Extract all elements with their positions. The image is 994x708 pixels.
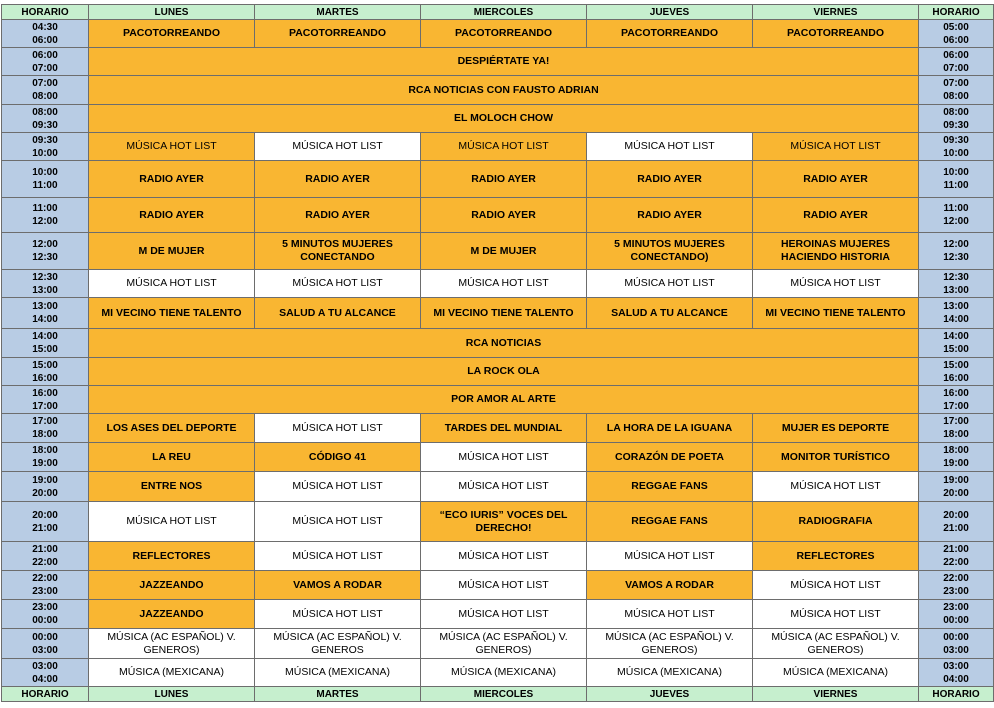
time-start: 19:00: [943, 474, 969, 486]
time-start: 03:00: [32, 660, 58, 672]
time-start: 13:00: [943, 301, 969, 312]
time-slot-right: [919, 386, 994, 414]
program-cell: MÚSICA HOT LIST: [255, 270, 421, 298]
time-start: 20:00: [943, 509, 969, 521]
program-cell: PACOTORREANDO: [587, 20, 753, 48]
program-cell: MÚSICA HOT LIST: [255, 133, 421, 161]
program-cell: 5 MINUTOS MUJERES CONECTANDO): [587, 233, 753, 270]
program-cell: VAMOS A RODAR: [587, 571, 753, 600]
time-slot-left: [2, 76, 89, 105]
schedule-row: [2, 198, 994, 233]
schedule-row: [2, 298, 994, 329]
time-slot-right: [919, 472, 994, 502]
program-cell: TARDES DEL MUNDIAL: [421, 414, 587, 443]
time-slot-left: [2, 659, 89, 687]
time-slot-right: [919, 414, 994, 443]
program-cell: LA HORA DE LA IGUANA: [587, 414, 753, 443]
time-start: 07:00: [32, 78, 58, 89]
program-cell: HEROINAS MUJERES HACIENDO HISTORIA: [753, 233, 919, 270]
program-cell: RCA NOTICIAS CON FAUSTO ADRIAN: [89, 76, 919, 105]
time-slot-right: [919, 270, 994, 298]
program-cell: MÚSICA HOT LIST: [421, 472, 587, 502]
column-header: MIERCOLES: [421, 5, 587, 20]
time-start: 14:00: [943, 331, 969, 342]
time-end: 00:00: [32, 615, 58, 626]
time-slot-left: [2, 443, 89, 472]
program-cell: MÚSICA (AC ESPAÑOL) V. GENEROS): [587, 629, 753, 659]
program-cell: RCA NOTICIAS: [89, 329, 919, 358]
program-cell: CORAZÓN DE POETA: [587, 443, 753, 472]
time-slot-left: [2, 571, 89, 600]
schedule-row: [2, 48, 994, 76]
time-end: 07:00: [32, 62, 58, 74]
schedule-row: [2, 105, 994, 133]
program-cell: RADIO AYER: [255, 161, 421, 198]
program-cell: RADIO AYER: [753, 161, 919, 198]
program-cell: RADIO AYER: [421, 161, 587, 198]
column-footer: LUNES: [89, 687, 255, 702]
schedule-table: [1, 4, 994, 702]
time-end: 10:00: [943, 147, 969, 159]
program-cell: MÚSICA (MEXICANA): [421, 659, 587, 687]
column-footer: HORARIO: [2, 687, 89, 702]
time-end: 19:00: [32, 458, 58, 469]
program-cell: MÚSICA (AC ESPAÑOL) V. GENEROS): [89, 629, 255, 659]
time-start: 18:00: [943, 445, 969, 456]
program-cell: MÚSICA (AC ESPAÑOL) V. GENEROS: [255, 629, 421, 659]
program-cell: MÚSICA HOT LIST: [89, 502, 255, 542]
time-start: 00:00: [943, 631, 969, 643]
program-cell: RADIO AYER: [255, 198, 421, 233]
time-slot-left: [2, 105, 89, 133]
time-end: 20:00: [943, 487, 969, 499]
program-cell: REFLECTORES: [753, 542, 919, 571]
schedule-row: [2, 542, 994, 571]
time-slot-right: [919, 233, 994, 270]
program-cell: MÚSICA HOT LIST: [587, 542, 753, 571]
time-end: 22:00: [32, 557, 58, 568]
time-slot-right: [919, 161, 994, 198]
program-cell: M DE MUJER: [89, 233, 255, 270]
time-slot-right: [919, 76, 994, 105]
time-start: 04:30: [32, 21, 58, 33]
program-cell: SALUD A TU ALCANCE: [587, 298, 753, 329]
time-start: 11:00: [943, 203, 969, 214]
time-end: 09:30: [943, 119, 969, 131]
program-cell: MÚSICA HOT LIST: [753, 571, 919, 600]
program-cell: RADIO AYER: [587, 198, 753, 233]
time-slot-right: [919, 329, 994, 358]
time-end: 04:00: [943, 673, 969, 685]
time-slot-left: [2, 198, 89, 233]
program-cell: M DE MUJER: [421, 233, 587, 270]
time-end: 16:00: [943, 372, 969, 384]
column-footer: VIERNES: [753, 687, 919, 702]
time-start: 11:00: [32, 203, 58, 214]
column-header: HORARIO: [919, 5, 994, 20]
time-start: 05:00: [943, 21, 969, 33]
time-end: 04:00: [32, 673, 58, 685]
time-slot-left: [2, 358, 89, 386]
time-end: 23:00: [32, 586, 58, 597]
program-cell: REFLECTORES: [89, 542, 255, 571]
schedule-row: [2, 161, 994, 198]
time-slot-right: [919, 600, 994, 629]
time-end: 17:00: [32, 400, 58, 412]
program-cell: LOS ASES DEL DEPORTE: [89, 414, 255, 443]
program-cell: MÚSICA (MEXICANA): [587, 659, 753, 687]
program-cell: MÚSICA HOT LIST: [89, 270, 255, 298]
time-end: 11:00: [943, 180, 969, 191]
program-cell: RADIO AYER: [89, 161, 255, 198]
program-cell: MÚSICA HOT LIST: [421, 542, 587, 571]
schedule-row: [2, 233, 994, 270]
program-cell: CÓDIGO 41: [255, 443, 421, 472]
time-end: 19:00: [943, 458, 969, 469]
program-cell: LA ROCK OLA: [89, 358, 919, 386]
time-start: 16:00: [943, 387, 969, 399]
time-start: 12:30: [32, 271, 58, 283]
time-slot-right: [919, 629, 994, 659]
program-cell: MÚSICA HOT LIST: [587, 600, 753, 629]
program-cell: JAZZEANDO: [89, 600, 255, 629]
time-start: 09:30: [32, 134, 58, 146]
time-slot-right: [919, 502, 994, 542]
time-start: 07:00: [943, 78, 969, 89]
time-end: 17:00: [943, 400, 969, 412]
column-footer: HORARIO: [919, 687, 994, 702]
program-cell: EL MOLOCH CHOW: [89, 105, 919, 133]
time-end: 16:00: [32, 372, 58, 384]
time-end: 12:30: [32, 252, 58, 263]
time-end: 03:00: [943, 644, 969, 656]
program-cell: MÚSICA (AC ESPAÑOL) V. GENEROS): [421, 629, 587, 659]
time-slot-left: [2, 298, 89, 329]
program-cell: MÚSICA (MEXICANA): [753, 659, 919, 687]
program-cell: MÚSICA HOT LIST: [421, 443, 587, 472]
time-end: 23:00: [943, 586, 969, 597]
time-end: 15:00: [32, 344, 58, 355]
time-start: 08:00: [943, 106, 969, 118]
schedule-row: [2, 659, 994, 687]
program-cell: LA REU: [89, 443, 255, 472]
column-header: JUEVES: [587, 5, 753, 20]
time-end: 21:00: [32, 522, 58, 534]
program-cell: MÚSICA HOT LIST: [255, 414, 421, 443]
time-slot-left: [2, 329, 89, 358]
time-start: 12:30: [943, 271, 969, 283]
time-start: 16:00: [32, 387, 58, 399]
time-slot-left: [2, 629, 89, 659]
schedule-row: [2, 600, 994, 629]
time-slot-right: [919, 48, 994, 76]
program-cell: MÚSICA HOT LIST: [255, 502, 421, 542]
program-cell: MÚSICA (AC ESPAÑOL) V. GENEROS): [753, 629, 919, 659]
schedule-row: [2, 20, 994, 48]
time-slot-right: [919, 358, 994, 386]
time-slot-left: [2, 133, 89, 161]
time-start: 22:00: [943, 573, 969, 584]
program-cell: REGGAE FANS: [587, 472, 753, 502]
program-cell: MÚSICA HOT LIST: [753, 600, 919, 629]
time-end: 11:00: [32, 180, 58, 191]
time-end: 18:00: [943, 429, 969, 440]
time-slot-left: [2, 161, 89, 198]
time-slot-left: [2, 414, 89, 443]
program-cell: MONITOR TURÍSTICO: [753, 443, 919, 472]
program-cell: RADIOGRAFIA: [753, 502, 919, 542]
schedule-row: [2, 386, 994, 414]
schedule-row: [2, 358, 994, 386]
schedule-row: [2, 472, 994, 502]
time-slot-right: [919, 20, 994, 48]
time-start: 10:00: [943, 167, 969, 178]
time-end: 00:00: [943, 615, 969, 626]
schedule-row: [2, 443, 994, 472]
time-start: 15:00: [32, 359, 58, 371]
program-cell: RADIO AYER: [421, 198, 587, 233]
time-slot-left: [2, 233, 89, 270]
time-slot-right: [919, 133, 994, 161]
program-cell: MÚSICA HOT LIST: [753, 472, 919, 502]
time-slot-left: [2, 600, 89, 629]
program-cell: MÚSICA HOT LIST: [587, 133, 753, 161]
time-start: 13:00: [32, 301, 58, 312]
time-end: 12:30: [943, 252, 969, 263]
program-cell: DESPIÉRTATE YA!: [89, 48, 919, 76]
schedule-row: [2, 629, 994, 659]
schedule-row: [2, 133, 994, 161]
time-slot-right: [919, 198, 994, 233]
program-cell: 5 MINUTOS MUJERES CONECTANDO: [255, 233, 421, 270]
column-header: LUNES: [89, 5, 255, 20]
program-cell: MÚSICA HOT LIST: [753, 270, 919, 298]
program-cell: MÚSICA HOT LIST: [255, 600, 421, 629]
program-cell: MÚSICA (MEXICANA): [89, 659, 255, 687]
program-cell: MÚSICA HOT LIST: [587, 270, 753, 298]
program-cell: REGGAE FANS: [587, 502, 753, 542]
program-cell: MI VECINO TIENE TALENTO: [421, 298, 587, 329]
time-start: 06:00: [32, 49, 58, 61]
program-cell: MÚSICA HOT LIST: [255, 472, 421, 502]
schedule-row: [2, 329, 994, 358]
program-cell: RADIO AYER: [89, 198, 255, 233]
time-end: 21:00: [943, 522, 969, 534]
column-header: HORARIO: [2, 5, 89, 20]
time-start: 17:00: [32, 416, 58, 427]
time-end: 08:00: [32, 91, 58, 102]
program-cell: VAMOS A RODAR: [255, 571, 421, 600]
time-end: 22:00: [943, 557, 969, 568]
program-cell: MÚSICA HOT LIST: [421, 133, 587, 161]
program-cell: POR AMOR AL ARTE: [89, 386, 919, 414]
program-cell: MI VECINO TIENE TALENTO: [89, 298, 255, 329]
program-cell: “ECO IURIS” VOCES DEL DERECHO!: [421, 502, 587, 542]
program-cell: MÚSICA HOT LIST: [421, 571, 587, 600]
program-cell: MI VECINO TIENE TALENTO: [753, 298, 919, 329]
program-cell: MÚSICA HOT LIST: [421, 600, 587, 629]
time-start: 23:00: [943, 602, 969, 613]
time-end: 14:00: [32, 314, 58, 325]
time-start: 12:00: [32, 239, 58, 250]
time-slot-right: [919, 542, 994, 571]
program-cell: MUJER ES DEPORTE: [753, 414, 919, 443]
column-footer: MARTES: [255, 687, 421, 702]
time-start: 20:00: [32, 509, 58, 521]
time-end: 18:00: [32, 429, 58, 440]
time-start: 14:00: [32, 331, 58, 342]
time-slot-right: [919, 659, 994, 687]
time-end: 08:00: [943, 91, 969, 102]
time-slot-left: [2, 48, 89, 76]
time-slot-left: [2, 20, 89, 48]
time-slot-left: [2, 542, 89, 571]
schedule-row: [2, 502, 994, 542]
schedule-row: [2, 571, 994, 600]
time-end: 12:00: [943, 216, 969, 227]
time-slot-right: [919, 443, 994, 472]
program-cell: ENTRE NOS: [89, 472, 255, 502]
time-slot-left: [2, 270, 89, 298]
time-end: 14:00: [943, 314, 969, 325]
program-cell: PACOTORREANDO: [255, 20, 421, 48]
time-start: 08:00: [32, 106, 58, 118]
header-row-top: [2, 5, 994, 20]
column-footer: MIERCOLES: [421, 687, 587, 702]
time-start: 21:00: [32, 544, 58, 555]
time-start: 19:00: [32, 474, 58, 486]
program-cell: SALUD A TU ALCANCE: [255, 298, 421, 329]
time-start: 10:00: [32, 167, 58, 178]
schedule-body: [2, 20, 994, 687]
time-start: 22:00: [32, 573, 58, 584]
time-end: 06:00: [32, 34, 58, 46]
program-cell: MÚSICA HOT LIST: [255, 542, 421, 571]
time-end: 09:30: [32, 119, 58, 131]
program-cell: MÚSICA HOT LIST: [89, 133, 255, 161]
time-end: 13:00: [943, 284, 969, 296]
time-start: 09:30: [943, 134, 969, 146]
time-start: 18:00: [32, 445, 58, 456]
column-header: VIERNES: [753, 5, 919, 20]
time-slot-right: [919, 571, 994, 600]
time-slot-right: [919, 105, 994, 133]
schedule-row: [2, 76, 994, 105]
program-cell: RADIO AYER: [753, 198, 919, 233]
program-cell: JAZZEANDO: [89, 571, 255, 600]
time-end: 07:00: [943, 62, 969, 74]
time-start: 15:00: [943, 359, 969, 371]
time-start: 23:00: [32, 602, 58, 613]
time-end: 12:00: [32, 216, 58, 227]
program-cell: PACOTORREANDO: [753, 20, 919, 48]
time-start: 03:00: [943, 660, 969, 672]
time-slot-left: [2, 502, 89, 542]
time-slot-left: [2, 472, 89, 502]
time-start: 21:00: [943, 544, 969, 555]
time-end: 10:00: [32, 147, 58, 159]
column-footer: JUEVES: [587, 687, 753, 702]
program-cell: MÚSICA HOT LIST: [753, 133, 919, 161]
time-end: 15:00: [943, 344, 969, 355]
column-header: MARTES: [255, 5, 421, 20]
program-cell: PACOTORREANDO: [421, 20, 587, 48]
time-start: 17:00: [943, 416, 969, 427]
program-cell: RADIO AYER: [587, 161, 753, 198]
time-start: 12:00: [943, 239, 969, 250]
program-cell: MÚSICA (MEXICANA): [255, 659, 421, 687]
time-end: 06:00: [943, 34, 969, 46]
header-row-bottom: [2, 687, 994, 702]
time-end: 20:00: [32, 487, 58, 499]
time-start: 00:00: [32, 631, 58, 643]
time-slot-right: [919, 298, 994, 329]
schedule-row: [2, 414, 994, 443]
schedule-row: [2, 270, 994, 298]
time-slot-left: [2, 386, 89, 414]
time-end: 03:00: [32, 644, 58, 656]
program-cell: MÚSICA HOT LIST: [421, 270, 587, 298]
program-cell: PACOTORREANDO: [89, 20, 255, 48]
time-end: 13:00: [32, 284, 58, 296]
time-start: 06:00: [943, 49, 969, 61]
